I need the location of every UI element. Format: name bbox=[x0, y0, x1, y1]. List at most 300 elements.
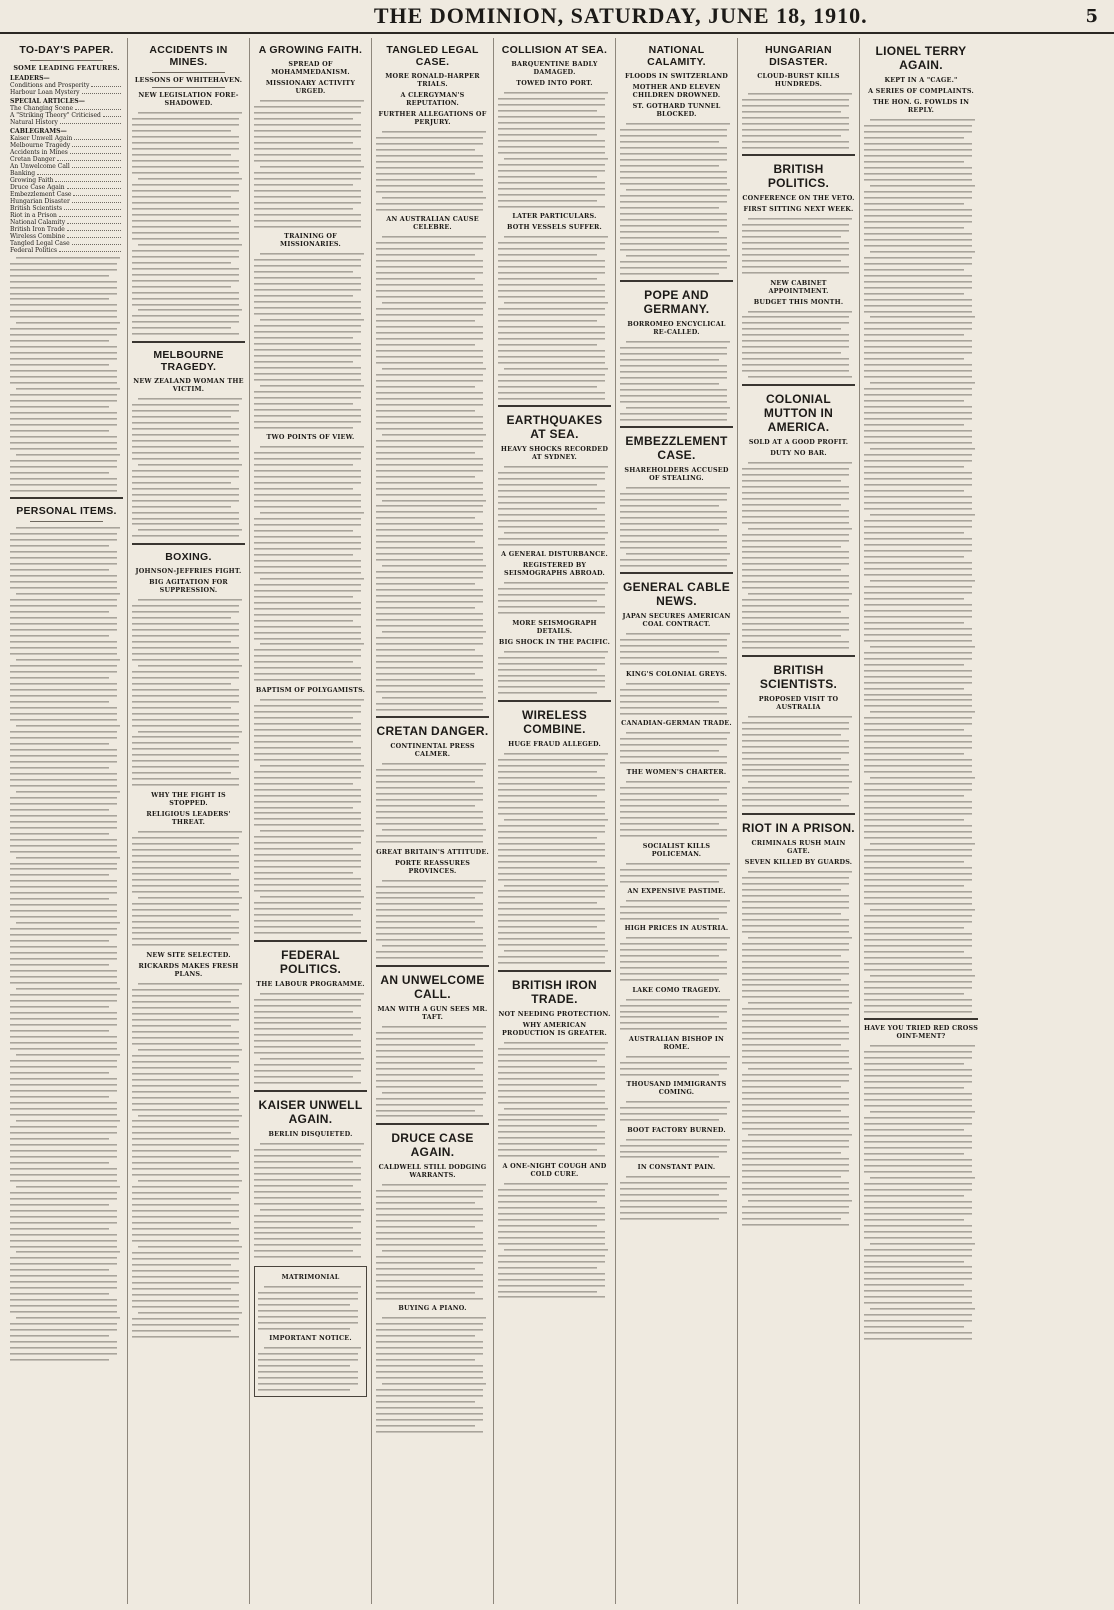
leader-dots bbox=[59, 247, 121, 252]
text-line bbox=[10, 663, 117, 668]
text-line bbox=[864, 524, 972, 529]
text-line bbox=[254, 456, 361, 461]
text-line bbox=[254, 347, 361, 352]
subhead: RELIGIOUS LEADERS' THREAT. bbox=[146, 809, 231, 826]
text-line bbox=[864, 195, 972, 200]
text-line bbox=[132, 621, 239, 626]
text-line bbox=[254, 468, 361, 473]
text-line bbox=[864, 338, 972, 343]
divider bbox=[742, 655, 855, 657]
text-line bbox=[376, 773, 483, 778]
text-line bbox=[138, 1047, 242, 1052]
text-line bbox=[864, 1324, 964, 1329]
text-line bbox=[498, 769, 597, 774]
text-line bbox=[376, 1048, 483, 1053]
text-line bbox=[132, 302, 239, 307]
text-line bbox=[498, 384, 597, 389]
text-line bbox=[864, 931, 972, 936]
text-line bbox=[376, 895, 475, 900]
text-line bbox=[132, 1304, 239, 1309]
article-body-text bbox=[620, 1174, 733, 1221]
text-line bbox=[864, 1139, 972, 1144]
leader-dots bbox=[72, 240, 121, 245]
text-line bbox=[10, 398, 117, 403]
text-line bbox=[382, 943, 486, 948]
text-line bbox=[376, 527, 483, 532]
headline-british-scientists: BRITISH SCIENTISTS. bbox=[759, 662, 838, 691]
text-line bbox=[864, 434, 972, 439]
text-line bbox=[132, 1035, 239, 1040]
leader-dots bbox=[57, 156, 121, 161]
subhead: BIG AGITATION FOR SUPPRESSION. bbox=[149, 577, 228, 594]
article-body-text bbox=[132, 110, 245, 337]
text-line bbox=[258, 1296, 358, 1301]
text-line bbox=[254, 924, 361, 929]
text-line bbox=[254, 176, 361, 181]
text-line bbox=[382, 1182, 486, 1187]
text-line bbox=[748, 460, 852, 465]
toc-entry-label: Banking bbox=[10, 170, 36, 177]
text-line bbox=[10, 1046, 117, 1051]
text-line bbox=[376, 647, 475, 652]
text-line bbox=[742, 246, 849, 251]
text-line bbox=[498, 1193, 605, 1198]
text-line bbox=[376, 1054, 483, 1059]
text-line bbox=[376, 545, 483, 550]
text-line bbox=[864, 787, 972, 792]
text-line bbox=[254, 540, 361, 545]
text-line bbox=[10, 878, 117, 883]
text-line bbox=[620, 181, 727, 186]
text-line bbox=[376, 1411, 483, 1416]
text-line bbox=[382, 1090, 486, 1095]
text-line bbox=[254, 1015, 361, 1020]
toc-entry-label: National Calamity bbox=[10, 219, 66, 226]
text-line bbox=[254, 1236, 361, 1241]
text-line bbox=[254, 377, 361, 382]
text-line bbox=[254, 757, 361, 762]
text-line bbox=[742, 1006, 849, 1011]
article-body-text bbox=[620, 1137, 733, 1160]
text-line bbox=[498, 282, 605, 287]
subhead: CRIMINALS RUSH MAIN GATE. bbox=[751, 838, 846, 855]
divider bbox=[132, 341, 245, 343]
text-line bbox=[498, 1135, 605, 1140]
text-line bbox=[10, 771, 117, 776]
text-line bbox=[626, 1137, 730, 1142]
text-line bbox=[864, 506, 972, 511]
text-line bbox=[254, 793, 361, 798]
text-line bbox=[620, 705, 727, 710]
text-line bbox=[10, 579, 117, 584]
text-line bbox=[132, 1160, 239, 1165]
text-line bbox=[376, 414, 483, 419]
text-line bbox=[10, 1267, 109, 1272]
text-line bbox=[504, 948, 608, 953]
text-line bbox=[620, 563, 727, 568]
text-line bbox=[254, 450, 361, 455]
text-line bbox=[254, 419, 361, 424]
headline-pope-and-germany: POPE AND GERMANY. bbox=[643, 288, 710, 316]
text-line bbox=[132, 206, 239, 211]
text-line bbox=[376, 1084, 483, 1089]
text-line bbox=[864, 1091, 972, 1096]
text-line bbox=[498, 192, 605, 197]
text-line bbox=[376, 462, 483, 467]
text-line bbox=[10, 944, 117, 949]
text-line bbox=[132, 627, 239, 632]
text-line bbox=[10, 693, 117, 698]
subhead: JOHNSON-JEFFRIES FIGHT. bbox=[135, 566, 242, 575]
text-line bbox=[138, 729, 242, 734]
text-line bbox=[10, 627, 117, 632]
text-line bbox=[264, 1345, 361, 1350]
text-line bbox=[10, 464, 117, 469]
text-line bbox=[258, 1387, 350, 1392]
text-line bbox=[10, 1022, 117, 1027]
text-line bbox=[254, 1248, 353, 1253]
text-line bbox=[132, 1220, 231, 1225]
text-line bbox=[10, 1124, 117, 1129]
text-line bbox=[742, 115, 849, 120]
leader-dots bbox=[91, 82, 121, 87]
text-line bbox=[620, 351, 727, 356]
text-line bbox=[864, 889, 972, 894]
text-line bbox=[132, 408, 239, 413]
text-line bbox=[864, 572, 972, 577]
text-line bbox=[10, 1321, 117, 1326]
text-line bbox=[742, 145, 849, 150]
text-line bbox=[132, 711, 239, 716]
text-line bbox=[620, 1192, 719, 1197]
text-line bbox=[10, 344, 117, 349]
text-line bbox=[498, 108, 597, 113]
text-line bbox=[10, 428, 109, 433]
text-line bbox=[132, 116, 239, 121]
text-line bbox=[376, 503, 483, 508]
newspaper-columns bbox=[6, 38, 1108, 1604]
text-line bbox=[132, 675, 239, 680]
toc-entry-label: Embezzlement Case bbox=[10, 191, 72, 198]
subhead: MAN WITH A GUN SEES MR. TAFT. bbox=[377, 1004, 488, 1021]
text-line bbox=[626, 253, 730, 258]
text-line bbox=[498, 168, 605, 173]
toc-entry bbox=[10, 170, 123, 177]
text-line bbox=[376, 264, 483, 269]
text-line bbox=[498, 829, 605, 834]
text-line bbox=[132, 889, 239, 894]
text-line bbox=[10, 950, 117, 955]
text-line bbox=[620, 1186, 727, 1191]
text-line bbox=[742, 139, 849, 144]
text-line bbox=[254, 1068, 361, 1073]
text-line bbox=[498, 180, 605, 185]
text-line bbox=[132, 752, 239, 757]
subhead: BUDGET THIS MONTH. bbox=[753, 297, 844, 306]
text-line bbox=[10, 404, 109, 409]
text-line bbox=[376, 141, 483, 146]
text-line bbox=[376, 635, 483, 640]
text-line bbox=[498, 775, 605, 780]
text-line bbox=[864, 1103, 972, 1108]
text-line bbox=[132, 907, 239, 912]
text-line bbox=[10, 374, 117, 379]
article-body-text bbox=[498, 90, 611, 209]
subhead: BARQUENTINE BADLY DAMAGED. bbox=[511, 60, 598, 76]
leader-dots bbox=[55, 177, 121, 182]
text-line bbox=[254, 206, 353, 211]
text-line bbox=[138, 1113, 242, 1118]
text-line bbox=[382, 129, 486, 134]
text-line bbox=[376, 207, 483, 212]
text-line bbox=[620, 791, 727, 796]
article-body-text bbox=[620, 339, 733, 422]
text-line bbox=[254, 733, 361, 738]
text-line bbox=[376, 1102, 483, 1107]
text-line bbox=[864, 1157, 972, 1162]
toc-entry bbox=[10, 149, 123, 156]
masthead bbox=[0, 0, 1114, 34]
text-line bbox=[376, 282, 483, 287]
text-line bbox=[498, 1265, 597, 1270]
text-line bbox=[870, 709, 975, 714]
text-line bbox=[742, 532, 849, 537]
text-line bbox=[742, 585, 849, 590]
text-line bbox=[10, 291, 117, 296]
text-line bbox=[258, 1357, 358, 1362]
text-line bbox=[254, 594, 353, 599]
text-line bbox=[620, 941, 727, 946]
text-line bbox=[10, 1142, 117, 1147]
text-line bbox=[376, 1369, 483, 1374]
text-line bbox=[498, 1153, 605, 1158]
subhead: FIRST SITTING NEXT WEEK. bbox=[743, 205, 854, 214]
text-line bbox=[742, 621, 849, 626]
text-line bbox=[132, 877, 239, 882]
toc-entry-label: Accidents in Mines bbox=[10, 149, 68, 156]
text-line bbox=[742, 1150, 841, 1155]
text-line bbox=[132, 296, 239, 301]
text-line bbox=[620, 393, 727, 398]
text-line bbox=[254, 558, 361, 563]
text-line bbox=[132, 1023, 231, 1028]
divider bbox=[152, 87, 225, 88]
text-line bbox=[864, 470, 972, 475]
text-line bbox=[254, 281, 361, 286]
text-line bbox=[864, 1163, 972, 1168]
text-line bbox=[132, 859, 239, 864]
text-line bbox=[254, 624, 361, 629]
subhead: THE LABOUR PROGRAMME. bbox=[256, 979, 365, 988]
text-line bbox=[376, 955, 483, 960]
text-line bbox=[254, 104, 361, 109]
text-line bbox=[132, 835, 239, 840]
text-line bbox=[254, 146, 361, 151]
text-line bbox=[132, 1334, 239, 1339]
text-line bbox=[10, 1070, 109, 1075]
text-line bbox=[498, 865, 605, 870]
text-line bbox=[742, 767, 849, 772]
toc-entry-label: Kaiser Unwell Again bbox=[10, 135, 73, 142]
text-line bbox=[132, 645, 239, 650]
headline-british-politics: BRITISH POLITICS. bbox=[767, 162, 830, 191]
text-line bbox=[864, 877, 972, 882]
text-line bbox=[742, 222, 849, 227]
text-line bbox=[498, 482, 597, 487]
text-line bbox=[864, 991, 964, 996]
text-line bbox=[742, 326, 841, 331]
text-line bbox=[498, 1147, 597, 1152]
text-line bbox=[254, 906, 361, 911]
text-line bbox=[620, 637, 727, 642]
text-line bbox=[620, 139, 719, 144]
text-line bbox=[376, 1296, 483, 1301]
text-line bbox=[10, 1220, 117, 1225]
text-line bbox=[254, 1050, 361, 1055]
text-line bbox=[864, 231, 972, 236]
text-line bbox=[132, 1005, 239, 1010]
toc-entry bbox=[10, 135, 123, 142]
text-line bbox=[864, 1270, 972, 1275]
text-line bbox=[742, 520, 849, 525]
text-line bbox=[864, 769, 972, 774]
article-body-text bbox=[376, 129, 489, 212]
text-line bbox=[132, 1154, 231, 1159]
toc-category: SPECIAL ARTICLES— bbox=[10, 98, 85, 105]
text-line bbox=[626, 187, 730, 192]
text-line bbox=[254, 751, 361, 756]
text-line bbox=[742, 797, 841, 802]
text-line bbox=[254, 888, 361, 893]
text-line bbox=[742, 597, 849, 602]
text-line bbox=[10, 956, 117, 961]
text-line bbox=[254, 606, 361, 611]
text-line bbox=[620, 1204, 727, 1209]
text-line bbox=[254, 671, 361, 676]
text-line bbox=[498, 1241, 605, 1246]
text-line bbox=[10, 537, 117, 542]
text-line bbox=[132, 474, 239, 479]
text-line bbox=[132, 1274, 239, 1279]
text-line bbox=[132, 533, 239, 538]
text-line bbox=[10, 350, 117, 355]
text-line bbox=[10, 1028, 109, 1033]
text-line bbox=[864, 297, 972, 302]
text-line bbox=[620, 1020, 727, 1025]
newspaper-title: THE DOMINION, SATURDAY, JUNE 18, 1910. bbox=[373, 3, 868, 28]
text-line bbox=[132, 942, 239, 947]
text-line bbox=[132, 498, 239, 503]
text-line bbox=[376, 815, 483, 820]
toc-entry-label: Wireless Combine bbox=[10, 233, 66, 240]
text-line bbox=[376, 1345, 483, 1350]
subhead: SPREAD OF MOHAMMEDANISM. bbox=[271, 60, 350, 76]
text-line bbox=[864, 919, 972, 924]
text-line bbox=[376, 707, 483, 712]
article-body-text bbox=[132, 396, 245, 539]
text-line bbox=[498, 1123, 597, 1128]
text-line bbox=[498, 673, 605, 678]
text-line bbox=[620, 557, 727, 562]
text-line bbox=[254, 128, 361, 133]
toc-entry-label: Druce Case Again bbox=[10, 184, 65, 191]
text-line bbox=[132, 1077, 239, 1082]
subhead: AUSTRALIAN BISHOP IN ROME. bbox=[628, 1034, 725, 1051]
text-line bbox=[498, 1271, 605, 1276]
text-line bbox=[620, 521, 727, 526]
text-line bbox=[864, 291, 964, 296]
text-line bbox=[10, 567, 109, 572]
text-line bbox=[620, 785, 727, 790]
text-line bbox=[498, 348, 605, 353]
text-line bbox=[626, 935, 730, 940]
text-line bbox=[132, 414, 231, 419]
text-line bbox=[132, 1148, 239, 1153]
text-line bbox=[254, 110, 361, 115]
text-line bbox=[742, 988, 849, 993]
text-line bbox=[498, 1094, 605, 1099]
text-line bbox=[620, 363, 727, 368]
classified-ad-box bbox=[254, 1266, 367, 1397]
text-line bbox=[10, 1357, 109, 1362]
subhead: TRAINING OF MISSIONARIES. bbox=[280, 232, 341, 249]
text-line bbox=[254, 769, 361, 774]
text-line bbox=[382, 300, 486, 305]
text-line bbox=[376, 420, 483, 425]
text-line bbox=[10, 1303, 117, 1308]
text-line bbox=[864, 811, 972, 816]
text-line bbox=[864, 129, 972, 134]
text-line bbox=[376, 1030, 483, 1035]
subhead: SOLD AT A GOOD PROFIT. bbox=[748, 437, 849, 446]
text-line bbox=[10, 1016, 117, 1021]
subhead: WHY AMERICAN PRODUCTION IS GREATER. bbox=[502, 1020, 607, 1037]
text-line bbox=[864, 781, 972, 786]
text-line bbox=[382, 366, 486, 371]
text-line bbox=[132, 1107, 239, 1112]
text-line bbox=[254, 1020, 361, 1025]
text-line bbox=[742, 549, 849, 554]
text-line bbox=[10, 476, 117, 481]
text-line bbox=[864, 680, 972, 685]
subhead: LAKE COMO TRAGEDY. bbox=[632, 985, 721, 994]
text-line bbox=[620, 655, 727, 660]
text-line bbox=[132, 170, 239, 175]
text-line bbox=[254, 721, 361, 726]
column-7 bbox=[738, 38, 860, 1604]
text-line bbox=[254, 504, 361, 509]
text-line bbox=[742, 1072, 849, 1077]
text-line bbox=[742, 1042, 841, 1047]
text-line bbox=[10, 687, 117, 692]
text-line bbox=[498, 336, 605, 341]
text-line bbox=[10, 1100, 117, 1105]
text-line bbox=[864, 1312, 972, 1317]
text-line bbox=[10, 825, 117, 830]
text-line bbox=[382, 195, 486, 200]
text-line bbox=[864, 650, 972, 655]
article-body-text bbox=[254, 251, 367, 430]
subhead: WHY THE FIGHT IS STOPPED. bbox=[151, 790, 226, 807]
text-line bbox=[498, 1088, 605, 1093]
divider bbox=[30, 60, 103, 61]
text-line bbox=[376, 1423, 475, 1428]
text-line bbox=[132, 1184, 239, 1189]
text-line bbox=[742, 994, 849, 999]
text-line bbox=[254, 194, 361, 199]
text-line bbox=[132, 693, 239, 698]
text-line bbox=[10, 705, 117, 710]
